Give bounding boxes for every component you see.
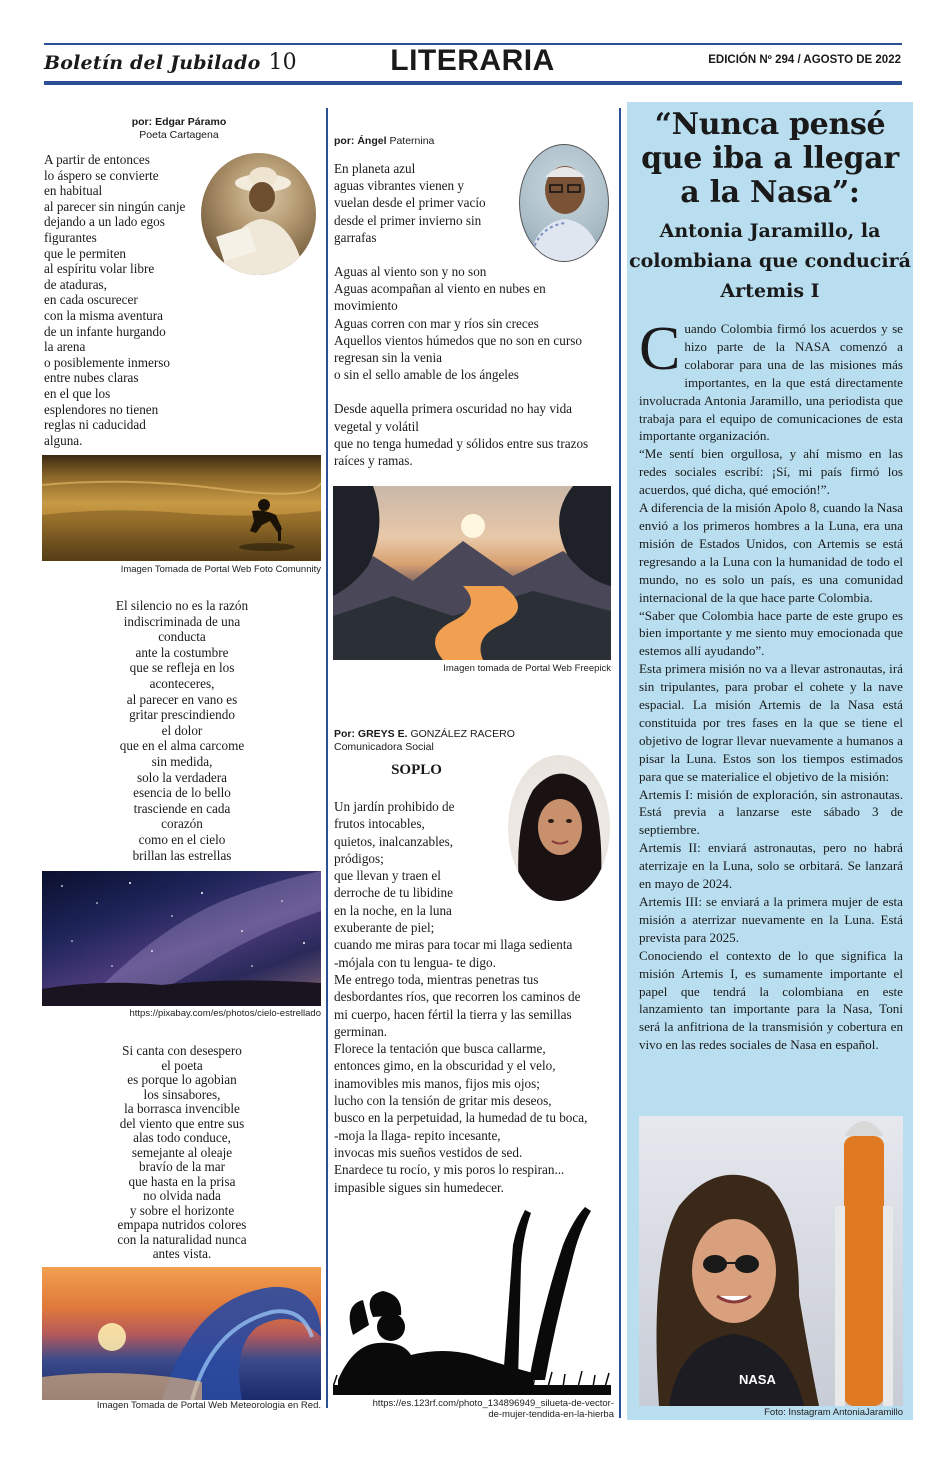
poem-line: ante la costumbre (135, 644, 229, 660)
drop-cap: C (639, 315, 681, 383)
poem-line: que le permiten (44, 245, 127, 261)
feature-paragraph-7: Artemis II: enviará astronautas, pero no habrá aterrizaje en la Luna, solo se orbitará. Se lanzará en mayo de 2024. (639, 840, 903, 892)
poem-line: entre nubes claras (44, 370, 139, 386)
author-prefix-2: por: (334, 135, 355, 147)
poem-line: raíces y ramas. (334, 453, 413, 469)
poem-line: reglas ni caducidad (44, 417, 146, 433)
poem-line (334, 383, 619, 400)
poem-line: Un jardín prohibido de (334, 799, 455, 814)
poem-line: lo áspero se convierte (44, 167, 159, 183)
poem-line: que llevan y traen el (334, 868, 441, 884)
author-last-name: Paternina (389, 135, 435, 147)
feature-paragraph-6: Artemis I: misión de exploración, sin astronautas. Está previa a lanzarse este sábado 3 de septiembre. (639, 786, 903, 838)
publication-title: Boletín del Jubilado (44, 52, 261, 74)
poem-line: garrafas (334, 229, 377, 245)
poem-line: del viento que entre sus (119, 1115, 245, 1131)
poem-1 (44, 152, 204, 448)
poem-line: El silencio no es la razón (115, 598, 249, 613)
poem-line: busco en la perpetuidad, la humedad de tu boca, (334, 1110, 588, 1126)
poem-line: Aguas corren con mar y ríos sin creces (334, 315, 539, 331)
poem-line: en cada oscurecer (44, 292, 138, 308)
photo-ocean-wave (42, 1267, 321, 1400)
poem-line: que se refleja en los (129, 660, 235, 676)
caption-sunset-photo: Imagen tomada de Portal Web Freepick (443, 663, 611, 674)
author-prefix: por: (131, 116, 153, 128)
poem-line: con la naturalidad nunca (117, 1231, 247, 1247)
author-byline-gonzalez (334, 728, 564, 754)
photo-sunset-river-drawing (333, 486, 611, 660)
author2-first-name: GREYS E. (357, 728, 408, 740)
poem-line: la arena (44, 339, 86, 355)
feature-paragraph-3: A diferencia de la misión Apolo 8, cuando la Nasa envió a los primeros hombres a la Luna, era una misión de Estados Unidos, con Artemis se está regresando a la Luna con la humanidad de todo el mundo, no es solo un país, es una comunidad internacional de la que hace parte Colombia. (639, 500, 903, 605)
poem-line: Desde aquella primera oscuridad no hay vida (334, 401, 573, 417)
poem-line: sin medida, (151, 753, 213, 769)
poem-title-soplo: SOPLO (391, 762, 442, 778)
photo-sunset-river (333, 486, 611, 660)
illustration-woman-silhouette (333, 1205, 611, 1395)
poem-line: brillan las estrellas (132, 847, 232, 863)
caption-wave-photo: Imagen Tomada de Portal Web Meteorologia en Red. (96, 1400, 321, 1411)
poem-line: Si canta con desespero (122, 1043, 242, 1058)
poem-line: movimiento (334, 298, 398, 314)
poem-line: inamovibles mis manos, fijos mis ojos; (334, 1075, 540, 1091)
author-name: Edgar Páramo (155, 116, 227, 128)
poem-line: al parecer en vano es (126, 691, 238, 707)
poem-line: como en el cielo (138, 831, 226, 847)
feature-paragraph-9: Conociendo el contexto de lo que significa la misión Artemis I, es sumamente importante el papel que tendrá la colombiana en este lanzamiento tan importante para la Nasa, Toni será la anfitriona de la transmisión y cobertura en vivo en las redes sociales de Nasa en español. (639, 947, 903, 1053)
illustration-woman-silhouette-drawing (333, 1205, 611, 1395)
author-photo-paramo-drawing (201, 153, 316, 275)
caption-sky-photo: https://pixabay.com/es/photos/cielo-estrellado (129, 1008, 321, 1019)
poem-line: de ataduras, (44, 276, 107, 292)
poem-line: regresan sin la venia (334, 350, 443, 366)
poem-line: invocas mis sueños vestidos de sed. (334, 1144, 523, 1160)
poem-line: al parecer sin ningún canje (44, 198, 186, 214)
poem-line: pródigos; (334, 850, 384, 866)
poem-line: vegetal y volátil (334, 418, 419, 434)
poem-line: no olvida nada (143, 1188, 221, 1203)
poem-line: en el que los (44, 385, 111, 401)
poem-line: empapa nutridos colores (117, 1217, 247, 1232)
poem-line: entonces gimo, en la obscuridad y el velo, (334, 1058, 556, 1074)
author-byline-paternina (334, 135, 514, 148)
poem-line: que hasta en la prisa (128, 1173, 236, 1189)
poem-line: esencia de lo bello (133, 785, 231, 801)
poem-line: aconteceres, (149, 675, 215, 691)
poem-line: vuelan desde el primer vacío (334, 195, 486, 211)
poem-planeta-azul (334, 160, 619, 469)
poem-line: lucho con la tensión de gritar mis deseos, (334, 1093, 552, 1109)
poem-line: bravío de la mar (138, 1159, 226, 1174)
poem-line: con la misma aventura (44, 307, 164, 323)
poem-line: mi cuerpo, hacen fértil la tierra y las semillas (334, 1006, 572, 1022)
poem-line: Aguas acompañan al viento en nubes en (334, 281, 546, 297)
poem-line: Aguas al viento son y no son (334, 264, 487, 280)
poem-line: corazón (161, 816, 203, 832)
feature-paragraph-8: Artemis III: se enviará a la primera mujer de esta misión a aterrizar nuevamente en la Luna. Está prevista para 2025. (639, 894, 903, 945)
author2-role: Comunicadora Social (334, 741, 434, 753)
author-byline-paramo (44, 116, 314, 142)
feature-paragraph-5: Esta primera misión no va a llevar astronautas, irá sin tripulantes, para probar el cohete y la nave espacial. La misión Artemis de la Nasa está constituida por tres fases en la que se tiene el objetivo de lograr llevar nuevamente a humanos a pisar la Luna. Estos son los tiempos estimados para que se materialice el objetivo de la misión: (639, 661, 903, 784)
poem-line: en habitual (44, 183, 103, 199)
photo-starry-sky-drawing (42, 871, 321, 1006)
poem-line: al espíritu volar libre (44, 261, 155, 277)
page-number: 10 (268, 50, 297, 75)
poem-line: -moja la llaga- repito incesante, (334, 1127, 501, 1143)
section-title: LITERARIA (390, 44, 555, 77)
photo-starry-sky (42, 871, 321, 1006)
poem-line: alas todo conduce, (133, 1130, 231, 1145)
feature-title: “Nunca pensé que iba a llegar a la Nasa”: (641, 107, 899, 210)
author2-prefix: Por: (334, 728, 355, 740)
poem-line: exuberante de piel; (334, 920, 435, 936)
feature-subtitle: Antonia Jaramillo, la colombiana que conducirá Artemis I (629, 220, 911, 302)
poem-line: conducta (158, 629, 206, 645)
photo-antonia-jaramillo (639, 1116, 903, 1406)
poem-line: quietos, inalcanzables, (334, 833, 454, 849)
poem-line: cuando me miras para tocar mi llaga sedienta (334, 937, 573, 953)
poem-line: aguas vibrantes vienen y (334, 178, 465, 194)
author-role: Poeta Cartagena (139, 129, 219, 141)
poem-line: Enardece tu rocío, y mis poros lo respiran... (334, 1162, 565, 1178)
poem-line: antes vista. (152, 1246, 212, 1261)
poem-soplo (334, 798, 619, 1196)
caption-silhouette-line1: https://es.123rf.com/photo_134896949_silueta-de-vector- (372, 1398, 614, 1409)
poem-line: Florece la tentación que busca callarme, (334, 1041, 546, 1057)
poem-line: impasible sigues sin humedecer. (334, 1179, 504, 1195)
photo-child-beach (42, 455, 321, 561)
poem-line: es porque lo agobian (127, 1072, 237, 1087)
poem-line: A partir de entonces (44, 152, 150, 167)
poem-line: el poeta (161, 1057, 203, 1073)
header-bottom-rule (44, 81, 902, 85)
poem-line: derroche de tu libidine (334, 885, 454, 901)
author-photo-paramo (201, 153, 316, 275)
poem-line: de un infante hurgando (44, 323, 166, 339)
poem-line: o posiblemente inmerso (44, 354, 170, 370)
column-divider-1 (326, 108, 328, 1408)
poem-line: En planeta azul (334, 161, 416, 176)
feature-body (639, 315, 903, 1054)
poem-line: -mójala con tu lengua- te digo. (334, 954, 496, 970)
poem-line: que en el alma carcome (119, 738, 245, 754)
poem-line: desbordantes ríos, que recorren los caminos de (334, 989, 581, 1005)
poem-line: el dolor (161, 722, 203, 738)
poem-line: o sin el sello amable de los ángeles (334, 367, 519, 383)
feature-paragraph-1-text: uando Colombia firmó los acuerdos y se hizo parte de la NASA comenzó a colaborar para una de las misiones más importantes, en la que está directamente involucrada Antonia Jaramillo, una periodista que trabaja para el equipo de comunicaciones de esta importante organización. (639, 321, 903, 444)
poem-line: los sinsabores, (143, 1086, 221, 1102)
poem-line: Me entrego toda, mientras penetras tus (334, 971, 539, 987)
poem-line: dejando a un lado egos (44, 214, 165, 230)
poem-line: Aquellos vientos húmedos que no son en curso (334, 332, 582, 348)
poem-line: en la noche, en la luna (334, 902, 452, 918)
poem-line (334, 246, 619, 263)
poem-line: esplendores no tienen (44, 401, 159, 417)
feature-paragraph-4: “Saber que Colombia hace parte de este grupo es bien importante y me siento muy emocionada que estemos allí ayudando”. (639, 607, 903, 659)
caption-silhouette (334, 1398, 614, 1420)
poem-line: semejante al oleaje (131, 1144, 233, 1160)
poem-line: figurantes (44, 229, 97, 245)
poem-line: germinan. (334, 1023, 388, 1039)
feature-paragraph-2: “Me sentí bien orgullosa, y ahí mismo en las redes sociales escribí: ¡Sí, mi país firmó los acuerdos, qué dicha, qué emoción!”. (639, 446, 903, 498)
poem-line: solo la verdadera (136, 769, 228, 785)
poem-line: alguna. (44, 432, 83, 448)
poem-2 (44, 598, 320, 863)
photo-child-beach-drawing (42, 455, 321, 561)
column-divider-2 (619, 108, 621, 1418)
caption-silhouette-line2: de-mujer-tendida-en-la-hierba (488, 1409, 614, 1420)
author-first-name: Ángel (357, 135, 387, 147)
poem-line: y sobre el horizonte (129, 1202, 235, 1218)
poem-line: frutos intocables, (334, 816, 425, 832)
shirt-logo-text: NASA (739, 1372, 776, 1387)
caption-antonia-photo: Foto: Instagram AntoniaJaramillo (764, 1407, 903, 1418)
poem-line: desde el primer invierno sin (334, 212, 482, 228)
feature-paragraph-1 (639, 315, 903, 445)
poem-line: indiscriminada de una (123, 613, 241, 629)
photo-antonia-jaramillo-drawing (639, 1116, 903, 1406)
poem-line: que no tenga humedad y sólidos entre sus trazos (334, 435, 589, 451)
author2-last-name: GONZÁLEZ RACERO (410, 728, 515, 740)
poem-line: la borrasca invencible (124, 1101, 240, 1116)
poem-line: trasciende en cada (133, 800, 231, 816)
poem-3 (44, 1044, 320, 1262)
caption-beach-photo: Imagen Tomada de Portal Web Foto Comunnity (120, 564, 321, 575)
photo-ocean-wave-drawing (42, 1267, 321, 1400)
edition-info: EDICIÓN Nº 294 / AGOSTO DE 2022 (708, 54, 901, 66)
poem-line: gritar prescindiendo (129, 707, 235, 723)
